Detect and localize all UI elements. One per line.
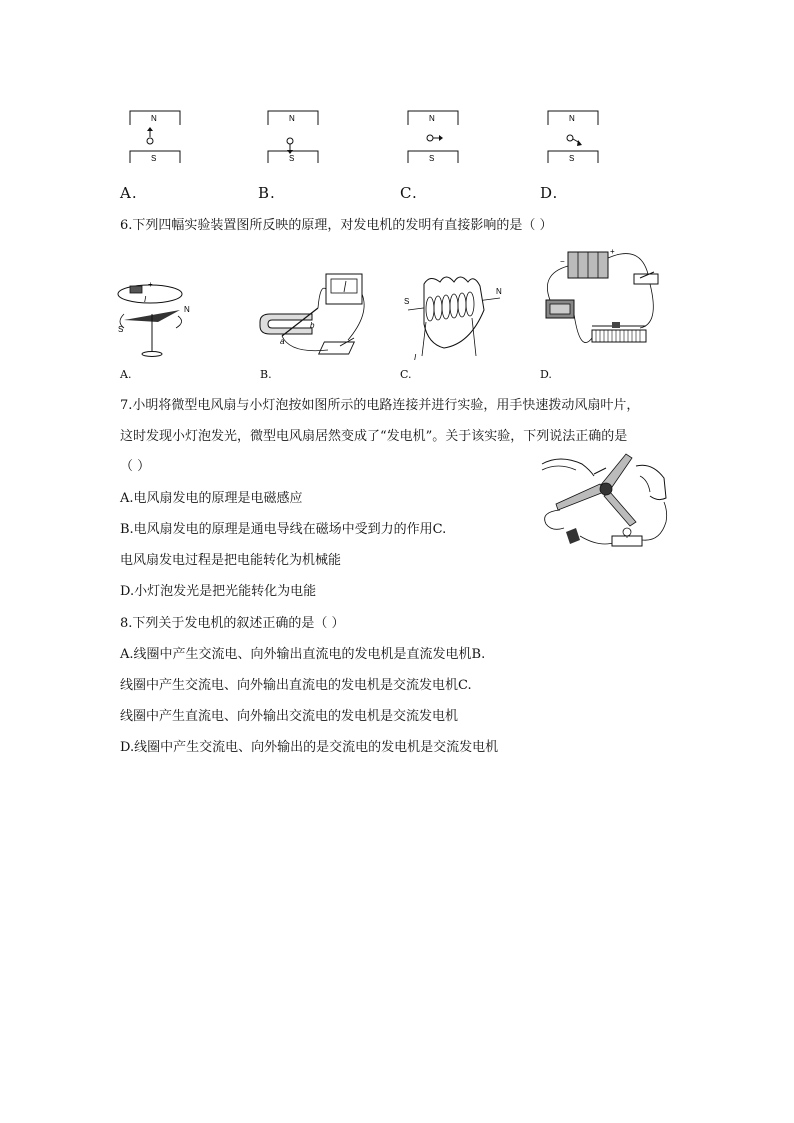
svg-text:+: + [610, 247, 615, 256]
q6-fig-b-induction [260, 274, 364, 354]
magnet-option-d-label[interactable]: D. [540, 184, 559, 202]
q8-option-line-b[interactable]: 线圈中产生交流电、向外输出直流电的发电机是交流发电机C. [120, 678, 472, 693]
q7-option-d[interactable]: D.小灯泡发光是把光能转化为电能 [120, 584, 317, 599]
q6-option-d-label[interactable]: D. [540, 368, 552, 381]
q8-option-line-a[interactable]: A.线圈中产生交流电、向外输出直流电的发电机是直流发电机B. [120, 647, 486, 662]
q8-option-line-d[interactable]: D.线圈中产生交流电、向外输出的是交流电的发电机是交流发电机 [120, 740, 499, 755]
svg-text:b: b [310, 321, 315, 330]
svg-text:S: S [404, 297, 410, 306]
magnet-b-n-label: N [289, 114, 295, 123]
magnet-diagrams-svg [110, 105, 630, 175]
q7-stem-line2: 这时发现小灯泡发光，微型电风扇居然变成了“发电机”。关于该实验，下列说法正确的是 [120, 429, 628, 444]
svg-text:I: I [144, 295, 147, 304]
q8-option-line-c[interactable]: 线圈中产生直流电、向外输出交流电的发电机是交流发电机 [120, 709, 459, 724]
magnet-option-a-label[interactable]: A. [120, 184, 138, 202]
svg-text:N: N [496, 287, 502, 296]
magnet-figure-b [268, 111, 318, 163]
svg-text:a: a [280, 337, 285, 346]
q6-fig-d-electromagnet [546, 247, 658, 343]
magnet-d-n-label: N [569, 114, 575, 123]
magnet-figure-row [110, 105, 630, 175]
q7-fan-figure [540, 452, 670, 552]
q7-option-c[interactable]: 电风扇发电过程是把电能转化为机械能 [120, 553, 342, 568]
magnet-figure-c [408, 111, 458, 163]
magnet-option-b-label[interactable]: B. [258, 184, 276, 202]
magnet-a-n-label: N [151, 114, 157, 123]
svg-text:S: S [118, 325, 124, 334]
q7-fan-svg [540, 452, 670, 552]
q6-option-c-label[interactable]: C. [400, 368, 412, 381]
q7-option-a[interactable]: A.电风扇发电的原理是电磁感应 [120, 491, 303, 506]
magnet-a-s-label: S [151, 154, 157, 163]
q6-fig-a-oersted [118, 280, 190, 357]
q6-option-a-label[interactable]: A. [120, 368, 132, 381]
magnet-option-c-label[interactable]: C. [400, 184, 418, 202]
magnet-figure-d [548, 111, 598, 163]
q7-stem-line1: 7.小明将微型电风扇与小灯泡按如图所示的电路连接并进行实验，用手快速拨动风扇叶片， [120, 398, 640, 413]
q6-stem: 6.下列四幅实验装置图所反映的原理，对发电机的发明有直接影响的是（ ） [120, 218, 553, 233]
q6-fig-c-solenoid [404, 277, 502, 362]
svg-text:I: I [414, 353, 417, 362]
magnet-c-n-label: N [429, 114, 435, 123]
magnet-b-s-label: S [289, 154, 295, 163]
magnet-figure-a [130, 111, 180, 163]
q6-figures [110, 244, 680, 369]
q6-figures-svg [110, 244, 680, 369]
svg-text:N: N [184, 305, 190, 314]
svg-text:+: + [148, 280, 153, 289]
q6-option-b-label[interactable]: B. [260, 368, 272, 381]
magnet-d-s-label: S [569, 154, 575, 163]
q8-stem: 8.下列关于发电机的叙述正确的是（ ） [120, 616, 345, 631]
svg-text:−: − [560, 257, 565, 266]
q7-stem-blank: （ ） [120, 459, 151, 474]
magnet-c-s-label: S [429, 154, 435, 163]
q7-option-b[interactable]: B.电风扇发电的原理是通电导线在磁场中受到力的作用C. [120, 522, 447, 537]
